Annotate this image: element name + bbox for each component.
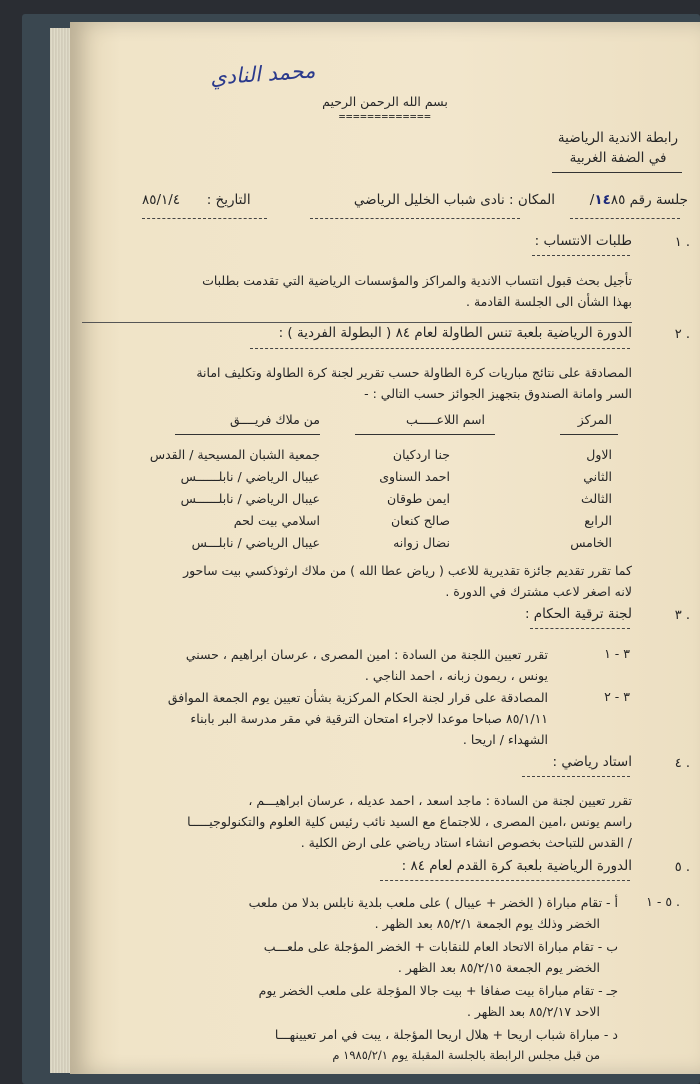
section1-title: طلبات الانتساب : [534,233,632,249]
place-info [354,192,555,208]
place-value: نادى شباب الخليل الرياضي [353,192,505,208]
section4-number: ٤ . [674,756,690,771]
section5-title-underline [380,880,630,881]
section2-number: ٢ . [674,327,690,342]
col-player-underline [355,434,495,435]
row-player: احمد السناوى [379,469,450,484]
section3-number: ٣ . [674,608,690,623]
date-info [142,192,251,208]
row-player: صالح كنعان [390,513,450,528]
session-number-suffix: ٨٥/ [589,192,626,208]
handwritten-name: محمد النادي [209,58,317,90]
section5-title: الدورة الرياضية بلعبة كرة القدم لعام ٨٤ : [401,858,632,874]
item-3-2-number: ٣ - ٢ [604,689,630,704]
item-3-1-number: ٣ - ١ [604,646,630,661]
item-5-1-c-line2: الاحد ٨٥/٢/١٧ بعد الظهر . [466,1004,600,1019]
section2-para-line2: السر وامانة الصندوق بتجهيز الجوائز حسب التالي : - [364,386,632,401]
row-rank: الثالث [581,491,612,506]
row-player: جنا اردكيان [392,447,450,462]
item-3-2-line3: الشهداء / اريحا . [462,732,548,747]
col-header-rank: المركز [577,412,612,427]
date-value: ٨٥/١/٤ [142,192,181,208]
section1-para-line2: بهذا الشأن الى الجلسة القادمة . [466,294,632,309]
section4-para-line1: تقرر تعيين لجنة من السادة : ماجد اسعد ، احمد عديله ، عرسان ابراهيـــم ، [248,793,632,808]
section1-para-line1: تأجيل بحث قبول انتساب الاندية والمراكز والمؤسسات الرياضية التي تقدمت بطلبات [202,273,632,288]
item-3-2-line1: المصادقة على قرار لجنة الحكام المركزية بشأن تعيين يوم الجمعة الموافق [167,690,548,705]
session-label: جلسة رقم [629,192,688,208]
org-underline [552,172,682,173]
row-team: اسلامي بيت لحم [233,513,320,528]
basmala: بسم الله الرحمن الرحيم [322,94,448,109]
section2-note-line2: لانه اصغر لاعب مشترك في الدورة . [445,584,632,599]
col-rank-underline [560,434,618,435]
section3-title: لجنة ترقية الحكام : [524,606,632,622]
document-page [70,22,700,1074]
col-header-player: اسم اللاعـــــب [405,412,485,427]
section2-title-underline [250,348,630,349]
section2-title: الدورة الرياضية بلعبة تنس الطاولة لعام ٨٤ ( البطولة الفردية ) : [278,325,632,341]
session-info [590,192,688,208]
item-5-1-number: ٥ - ١ . [646,894,680,909]
basmala-underline: ============= [338,110,432,123]
place-label: المكان : [509,192,555,208]
row-player: نضال زوانه [393,535,450,550]
date-underline [142,218,267,219]
section4-para-line2: راسم يونس ،امين المصرى ، للاجتماع مع السيد نائب رئيس كلية العلوم والتكنولوجيـــــا [187,814,632,829]
org-name-line1: رابطة الاندية الرياضية [557,130,679,146]
date-label: التاريخ : [206,192,251,208]
row-team: جمعية الشبان المسيحية / القدس [149,447,320,462]
section5-number: ٥ . [674,860,690,875]
item-3-1-line1: تقرر تعيين اللجنة من السادة : امين المصرى ، عرسان ابراهيم ، حسني [185,647,548,662]
place-underline [310,218,520,219]
section-divider [82,322,632,323]
row-player: ايمن طوقان [386,491,450,506]
item-3-1-line2: يونس ، ريمون زبانه ، احمد الناجي . [364,668,548,683]
org-name-line2: في الضفة الغربية [569,150,667,166]
row-team: عيبال الرياضي / نابلـــس [191,535,320,550]
item-5-1-b-line2: الخضر يوم الجمعة ٨٥/٢/١٥ بعد الظهر . [397,960,600,975]
section1-number: ١ . [674,235,690,250]
row-rank: الثاني [583,469,612,484]
row-rank: الخامس [570,535,612,550]
col-team-underline [175,434,320,435]
item-5-1-b-line1: ب - تقام مباراة الاتحاد العام للنقابات + الخضر المؤجلة على ملعـــب [263,939,618,954]
row-rank: الاول [586,447,612,462]
row-team: عيبال الرياضي / نابلــــــس [180,491,320,506]
section4-para-line3: / القدس للتباحث بخصوص انشاء استاد رياضي على ارض الكلية . [300,835,632,850]
item-5-1-d-line2: من قبل مجلس الرابطة بالجلسة المقبلة يوم ١٩٨٥/٢/١ م [332,1048,600,1062]
session-number: ١٤ [594,192,611,208]
row-team: عيبال الرياضي / نابلــــــس [180,469,320,484]
session-underline [570,218,680,219]
section2-note-line1: كما تقرر تقديم جائزة تقديرية للاعب ( رياض عطا الله ) من ملاك ارثوذكسي بيت ساحور [183,563,632,578]
row-rank: الرابع [584,513,612,528]
item-5-1-c-line1: جـ - تقام مباراة بيت صفافا + بيت جالا المؤجلة على ملعب الخضر يوم [258,983,618,998]
item-5-1-d-line1: د - مباراة شباب اريحا + هلال اريحا المؤجلة ، يبت في امر تعيينهـــا [274,1027,618,1042]
item-5-1-a-line2: الخضر وذلك يوم الجمعة ٨٥/٢/١ بعد الظهر . [374,916,600,931]
section4-title: استاد رياضي : [552,754,632,770]
col-header-team: من ملاك فريــــق [229,412,320,427]
section4-title-underline [522,776,630,777]
item-3-2-line2: ٨٥/١/١١ صباحا موعدا لاجراء امتحان الترقية في مقر مدرسة البر بابناء [190,711,548,726]
section1-title-underline [532,255,630,256]
item-5-1-a-line1: أ - تقام مباراة ( الخضر + عيبال ) على ملعب بلدية نابلس بدلا من ملعب [248,895,618,910]
section3-title-underline [530,628,630,629]
section2-para-line1: المصادقة على نتائج مباريات كرة الطاولة حسب تقرير لجنة كرة الطاولة وتكليف امانة [196,365,632,380]
